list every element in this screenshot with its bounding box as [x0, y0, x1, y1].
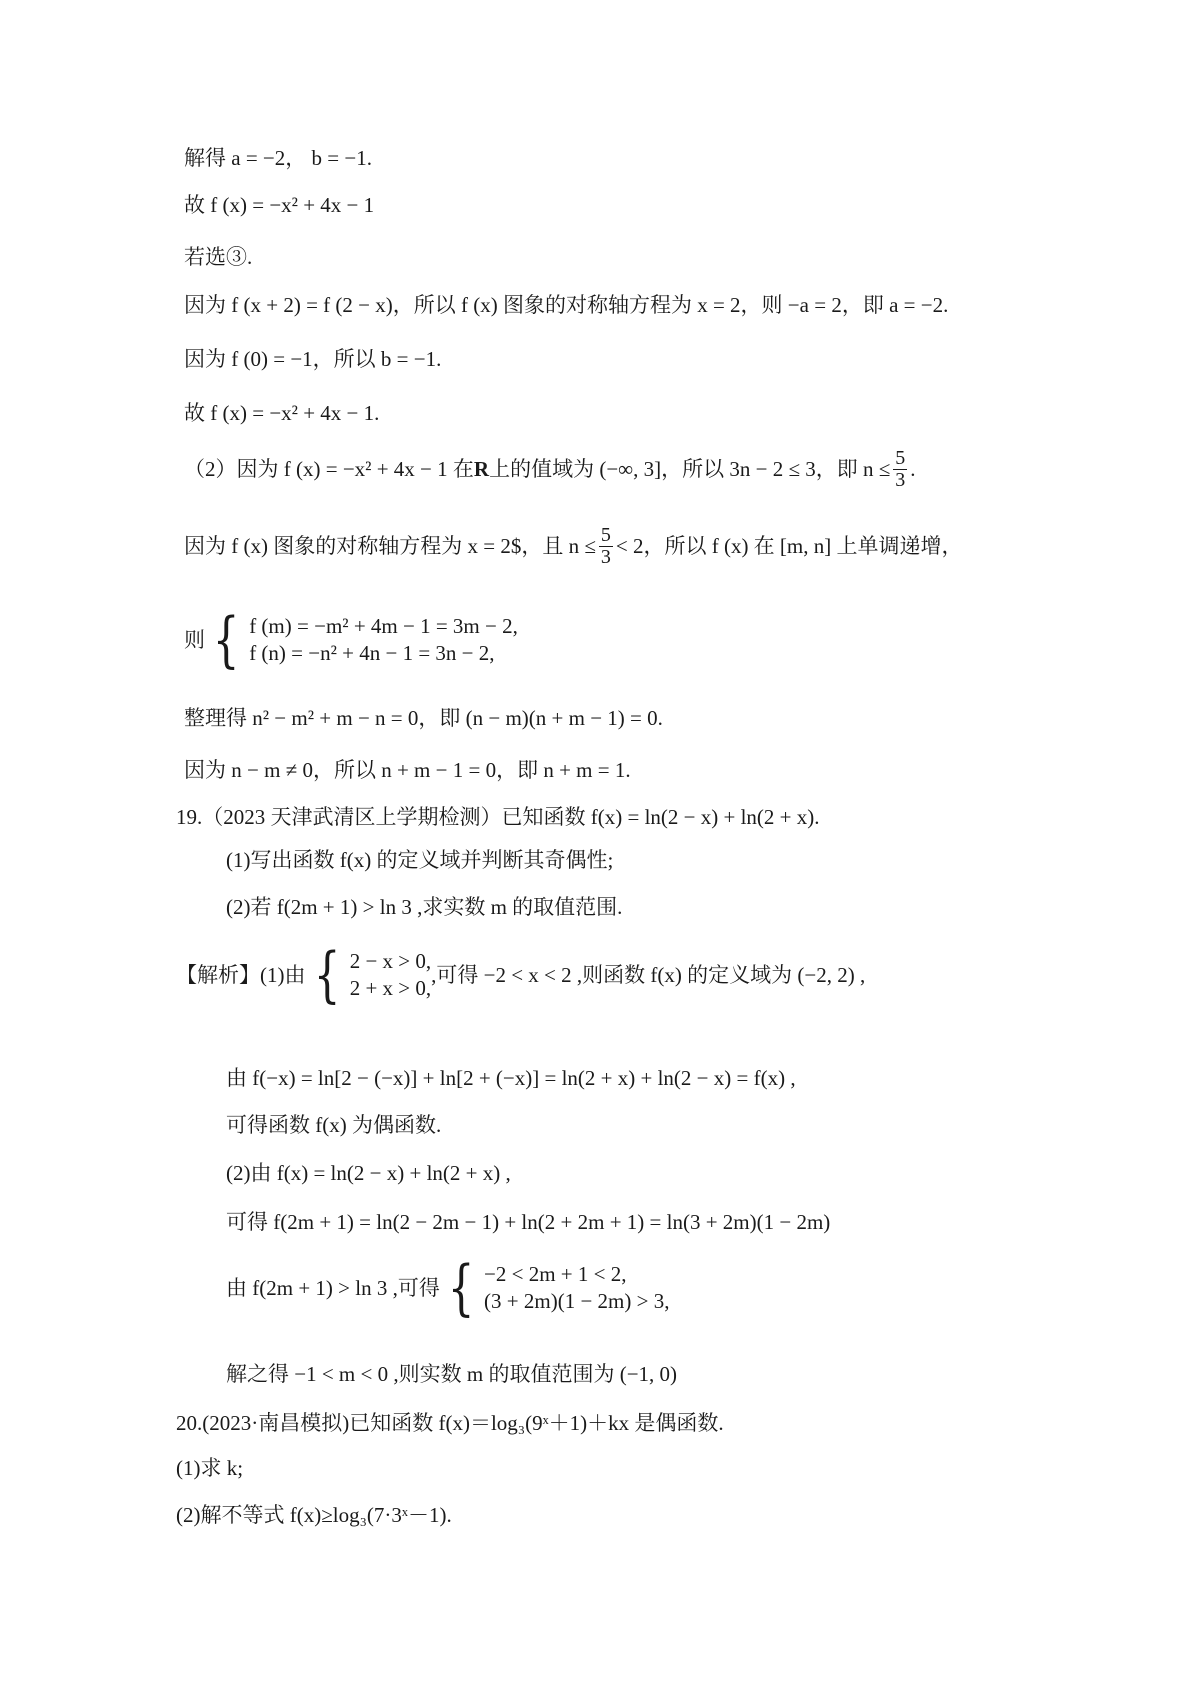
- text-segment: 【解析】(1)由: [176, 962, 306, 987]
- text-segment: ,可得 −2 < x < 2 ,则函数 f(x) 的定义域为 (−2, 2) ,: [431, 962, 866, 987]
- real-numbers-symbol: R: [473, 457, 490, 481]
- text-line: 故 f (x) = −x² + 4x − 1.: [184, 401, 380, 425]
- question-20-part-1: (1)求 k;: [176, 1456, 244, 1480]
- question-20: 20.(2023·南昌模拟)已知函数 f(x)＝log₃(9ˣ＋1)＋kx 是偶函数.: [176, 1411, 724, 1435]
- fraction-numerator: 5: [895, 447, 906, 469]
- fraction: [599, 525, 613, 568]
- system-line: f (m) = −m² + 4m − 1 = 3m − 2,: [249, 614, 518, 638]
- question-20-part-2: (2)解不等式 f(x)≥log₃(7·3ˣ－1).: [176, 1503, 452, 1527]
- system-lines: [249, 616, 518, 664]
- text-line: 若选③.: [184, 245, 253, 269]
- left-brace-icon: {: [447, 1253, 475, 1323]
- text-segment: （2）因为 f (x) = −x² + 4x − 1 在: [184, 457, 474, 481]
- solution-19-line-5: 可得 f(2m + 1) = ln(2 − 2m − 1) + ln(2 + 2m + 1) = ln(3 + 2m)(1 − 2m): [226, 1210, 831, 1234]
- system-lines: [350, 951, 431, 999]
- text-line: 因为 f (x + 2) = f (2 − x)，所以 f (x) 图象的对称轴方程为 x = 2，则 −a = 2，即 a = −2.: [184, 293, 949, 317]
- text-line: 解得 a = −2， b = −1.: [184, 146, 372, 170]
- solution-19-line-2: 由 f(−x) = ln[2 − (−x)] + ln[2 + (−x)] = ln(2 + x) + ln(2 − x) = f(x) ,: [226, 1066, 796, 1090]
- question-19-part-1: (1)写出函数 f(x) 的定义域并判断其奇偶性;: [226, 848, 614, 872]
- text-line: 因为 n − m ≠ 0，所以 n + m − 1 = 0，即 n + m = 1.: [184, 758, 631, 782]
- system-line: 2 − x > 0,: [349, 949, 432, 973]
- text-segment: 因为 f (x) 图象的对称轴方程为 x = 2$，且 n ≤: [184, 534, 596, 558]
- solution-19-line-1: [176, 940, 866, 1010]
- text-segment: 则: [184, 627, 205, 652]
- text-segment: .: [910, 457, 916, 481]
- text-line: 整理得 n² − m² + m − n = 0，即 (n − m)(n + m − 1) = 0.: [184, 706, 663, 730]
- system-line: −2 < 2m + 1 < 2,: [484, 1262, 627, 1286]
- fraction-denominator: 3: [600, 546, 611, 568]
- system-line: f (n) = −n² + 4n − 1 = 3n − 2,: [249, 641, 495, 665]
- text-segment: < 2，所以 f (x) 在 [m, n] 上单调递增，: [615, 534, 963, 558]
- system-line: 2 + x > 0,: [349, 976, 432, 1000]
- fraction-denominator: 3: [895, 469, 906, 491]
- left-brace-icon: {: [313, 940, 340, 1010]
- solution-19-line-7: 解之得 −1 < m < 0 ,则实数 m 的取值范围为 (−1, 0): [226, 1362, 678, 1386]
- text-line: 故 f (x) = −x² + 4x − 1: [184, 193, 375, 217]
- question-19: 19.（2023 天津武清区上学期检测）已知函数 f(x) = ln(2 − x) + ln(2 + x).: [176, 805, 820, 829]
- system-lines: [484, 1264, 669, 1312]
- system-line: (3 + 2m)(1 − 2m) > 3,: [484, 1289, 670, 1313]
- text-line: 因为 f (0) = −1，所以 b = −1.: [184, 347, 442, 371]
- equation-system: [184, 605, 518, 675]
- text-line: [184, 448, 916, 491]
- question-19-part-2: (2)若 f(2m + 1) > ln 3 ,求实数 m 的取值范围.: [226, 895, 623, 919]
- solution-19-line-6: [226, 1253, 670, 1323]
- text-segment: 上的值域为 (−∞, 3]，所以 3n − 2 ≤ 3，即 n ≤: [489, 457, 891, 481]
- fraction-numerator: 5: [600, 524, 611, 546]
- fraction: [893, 448, 907, 491]
- solution-19-line-4: (2)由 f(x) = ln(2 − x) + ln(2 + x) ,: [226, 1161, 511, 1185]
- text-segment: 由 f(2m + 1) > ln 3 ,可得: [226, 1275, 440, 1300]
- text-line: [184, 525, 963, 568]
- solution-19-line-3: 可得函数 f(x) 为偶函数.: [226, 1113, 442, 1137]
- left-brace-icon: {: [212, 605, 240, 675]
